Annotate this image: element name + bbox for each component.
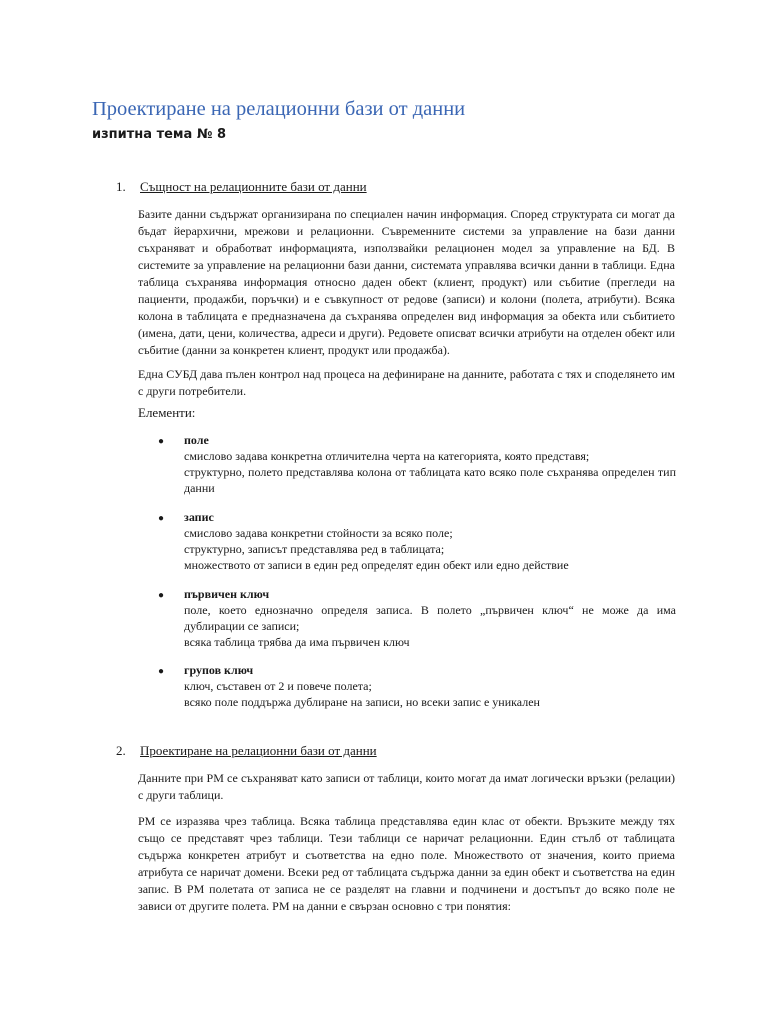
bullet-icon: ●: [158, 666, 165, 677]
bullet-icon: ●: [158, 513, 165, 524]
element-line: смислово задава конкретни стойности за всяко поле;: [184, 526, 453, 540]
section-1-paragraph-1: Базите данни съдържат организирана по специален начин информация. Според структурата си могат да бъдат йерархични, мрежови и релационни. Съвременните системи за управление на бази данни съхраняват и обработват информацията, използвайки релационен модел за управление на БД. В системите за управление на релационни бази данни, системата управлява всички данни в таблици. Една таблица съхранява информация относно даден обект (клиент, продукт) или събитие (прегледи на пациенти, продажби, поръчки) и е съвкупност от редове (записи) и колони (полета, атрибути). Всяка колона в таблицата е предназначена да съхранява определен вид информация за обекта или събитието (имена, дати, цени, количества, адреси и други). Редовете описват всички атрибути на отделен обект или събитие (данни за конкретен клиент, продукт или продажба).: [138, 207, 675, 357]
element-line: структурно, записът представлява ред в таблицата;: [184, 542, 445, 556]
element-line: множеството от записи в един ред определят един обект или едно действие: [184, 558, 569, 572]
element-term: запис: [184, 510, 214, 524]
element-line: смислово задава конкретна отличителна черта на категорията, която представя;: [184, 449, 590, 463]
section-2-title: Проектиране на релационни бази от данни: [140, 743, 377, 758]
element-term: поле: [184, 433, 209, 447]
section-2-paragraph-1: Данните при РМ се съхраняват като записи от таблици, които могат да имат логически връзки (релации) с други таблици.: [138, 771, 675, 802]
section-1-number: 1.: [116, 179, 126, 194]
bullet-icon: ●: [158, 436, 165, 447]
element-term: първичен ключ: [184, 587, 270, 601]
element-line: всяка таблица трябва да има първичен ключ: [184, 635, 410, 649]
section-1-paragraph-2: Една СУБД дава пълен контрол над процеса на дефиниране на данните, работата с тях и споделянето им с други потребители.: [138, 367, 675, 398]
document-title: Проектиране на релационни бази от данни: [92, 98, 466, 120]
section-2-number: 2.: [116, 743, 126, 758]
document-subtitle: изпитна тема № 8: [92, 127, 227, 142]
section-2-paragraph-2: РМ се изразява чрез таблица. Всяка таблица представлява един клас от обекти. Връзките между тях също се представят чрез таблици. Тези таблици се наричат релационни. Един стълб от таблицата съдържа конкретен атрибут и съответства на едно поле. Множеството от значения, които приема атрибута се наричат домени. Всеки ред от таблицата съдържа данни за един обект и съответства на един запис. В РМ полетата от записа не се разделят на главни и подчинени и достъпът до всяко поле не зависи от другите полета. РМ на данни е свързан основно с три понятия:: [138, 814, 675, 913]
element-term: групов ключ: [184, 663, 254, 677]
section-1-title: Същност на релационните бази от данни: [140, 179, 367, 194]
element-line: всяко поле поддържа дублиране на записи, но всеки запис е уникален: [184, 695, 540, 709]
element-line: ключ, съставен от 2 и повече полета;: [184, 679, 372, 693]
element-line: структурно, полето представлява колона от таблицата като всяко поле съхранява определен тип данни: [184, 465, 676, 495]
elements-label: Елементи:: [138, 405, 196, 420]
bullet-icon: ●: [158, 590, 165, 601]
element-line: поле, което еднозначно определя записа. В полето „първичен ключ“ не може да има дублирации се записи;: [184, 603, 676, 633]
